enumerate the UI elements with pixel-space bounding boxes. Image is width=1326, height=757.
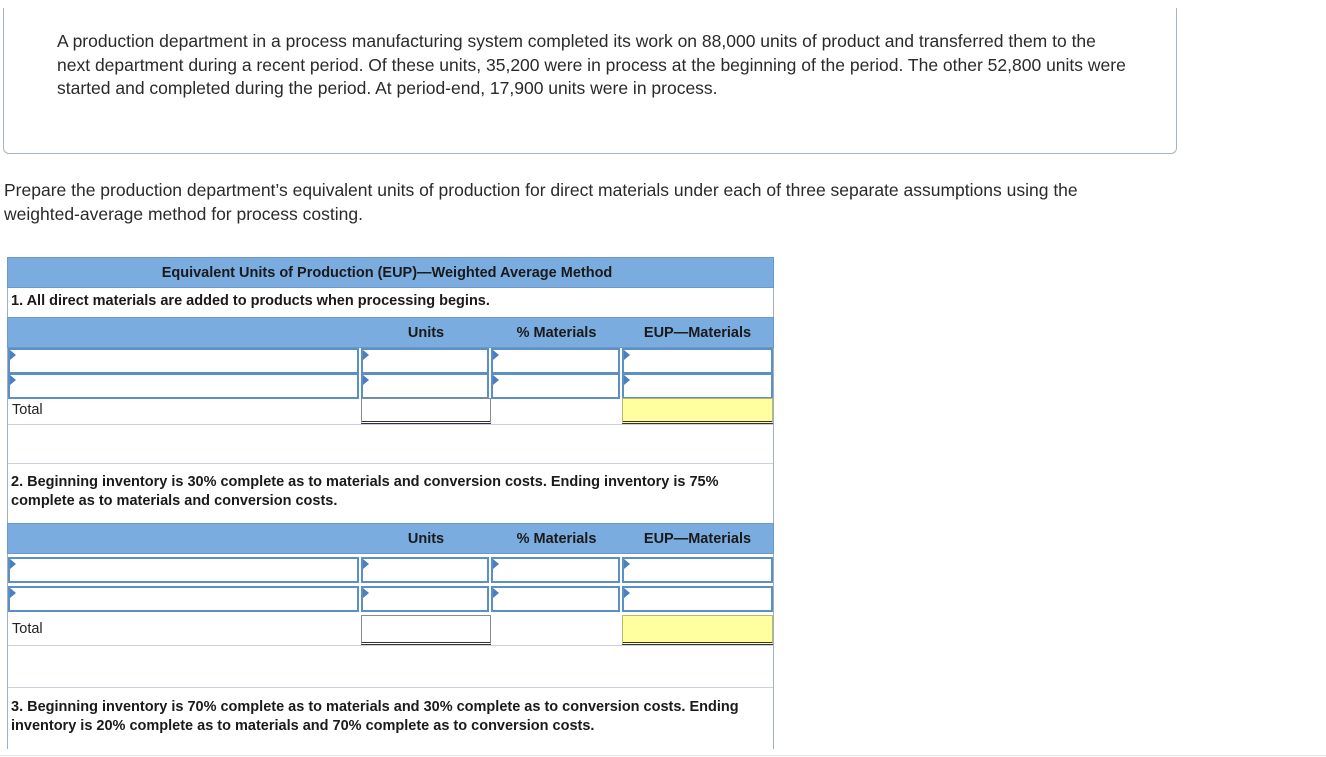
part-3-label: 3. Beginning inventory is 70% complete as to materials and 30% complete as to conversion costs. Ending inventory is 20% complete as to materials and 70% complete as to conversion costs. (11, 699, 739, 734)
part-1-row-2-pct-input[interactable] (491, 373, 620, 399)
part-1-row-2-units-input[interactable] (361, 373, 489, 399)
part-2-total-pct-cell (491, 615, 623, 645)
part-2-row-2-eup-input[interactable] (622, 586, 773, 612)
part-2-label: 2. Beginning inventory is 30% complete as to materials and conversion costs. Ending inventory is 75% complete as to materials and conversion costs. (11, 474, 719, 509)
col-units-header: Units (407, 530, 445, 547)
col-eup-materials-header: EUP—Materials (643, 530, 752, 547)
part-1-total-row (8, 398, 773, 425)
part-1-total-pct-cell (491, 398, 623, 424)
col-eup-materials-header: EUP—Materials (643, 324, 752, 341)
part-2-total-row (8, 615, 773, 646)
part-2-row-1-label-input[interactable] (8, 557, 359, 583)
part-2-row-2-units-input[interactable] (361, 586, 489, 612)
col-pct-materials-header: % Materials (516, 530, 597, 547)
part-2-total-eup-input[interactable] (622, 615, 773, 645)
part-1-row-1-units-input[interactable] (361, 348, 489, 374)
part-1-row-2 (8, 373, 773, 401)
part-2-row-1-pct-input[interactable] (491, 557, 620, 583)
part-1-row-2-eup-input[interactable] (622, 373, 773, 399)
col-pct-materials-header: % Materials (516, 324, 597, 341)
part-2-row-1-eup-input[interactable] (622, 557, 773, 583)
part-1-row-1-pct-input[interactable] (491, 348, 620, 374)
problem-text: A production department in a process manufacturing system completed its work on 88,000 units of product and transferred them to the next department during a recent period. Of these units, 35,200 were in process at the beginning of the period. The other 52,800 units were started and completed during the period. At period-end, 17,900 units were in process. (57, 31, 1126, 98)
part-1-row-1-label-input[interactable] (8, 348, 359, 374)
part-2-row-2-label-input[interactable] (8, 586, 359, 612)
part-1-row-1-eup-input[interactable] (622, 348, 773, 374)
page-bottom-divider (0, 755, 1326, 756)
instruction-text: Prepare the production department’s equivalent units of production for direct materials under each of three separate assumptions using the weighted-average method for process costing. (4, 180, 1078, 224)
eup-table (7, 257, 774, 749)
part-1-total-label: Total (12, 402, 43, 418)
part-2-row-2 (8, 586, 773, 614)
part-1-row-1 (8, 348, 773, 376)
part-2-row-1-units-input[interactable] (361, 557, 489, 583)
part-2-row-1 (8, 557, 773, 585)
part-1-header-row (7, 317, 774, 348)
part-1-row-2-label-input[interactable] (8, 373, 359, 399)
part-1-total-units-input[interactable] (361, 398, 491, 424)
part-1-separator (8, 463, 773, 464)
part-2-separator (8, 687, 773, 688)
part-1-total-eup-input[interactable] (622, 398, 773, 424)
table-title: Equivalent Units of Production (EUP)—Weighted Average Method (7, 257, 774, 288)
part-1-label: 1. All direct materials are added to products when processing begins. (11, 293, 490, 309)
part-2-total-label: Total (12, 621, 43, 637)
part-2-row-2-pct-input[interactable] (491, 586, 620, 612)
problem-box (3, 8, 1177, 154)
part-2-header-row (7, 523, 774, 554)
part-2-total-units-input[interactable] (361, 615, 491, 645)
col-units-header: Units (407, 324, 445, 341)
